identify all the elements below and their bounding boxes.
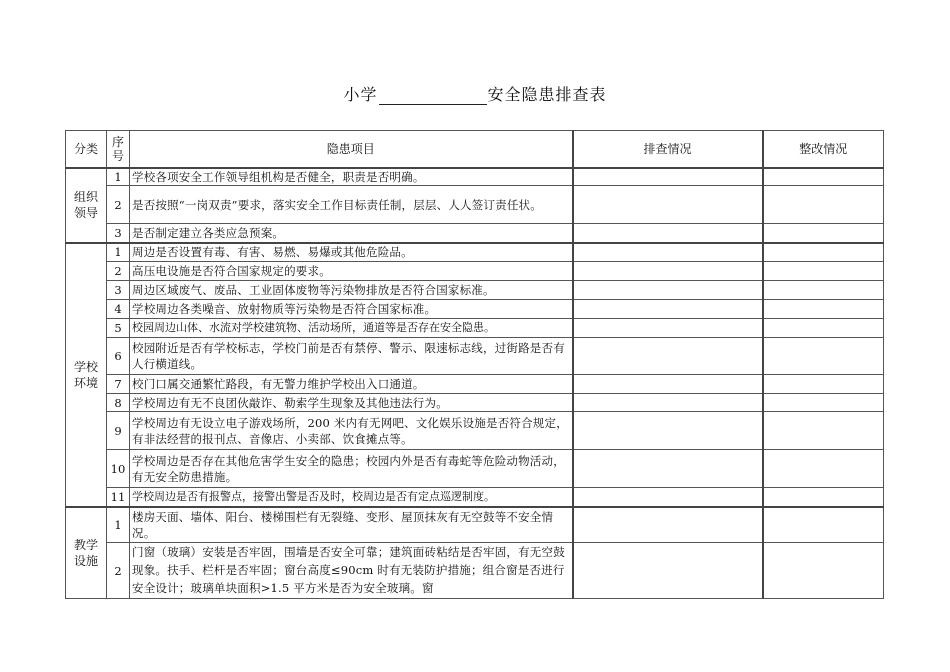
table-row: [66, 543, 884, 599]
fix-cell[interactable]: [763, 394, 884, 412]
table-row: [66, 224, 884, 243]
row-item: 周边是否设置有毒、有害、易燃、易爆或其他危险品。: [130, 243, 573, 262]
table-row: [66, 262, 884, 281]
check-cell[interactable]: [573, 338, 763, 375]
check-cell[interactable]: [573, 243, 763, 262]
table-row: [66, 243, 884, 262]
check-cell[interactable]: [573, 507, 763, 543]
fix-cell[interactable]: [763, 281, 884, 300]
check-cell[interactable]: [573, 412, 763, 450]
row-item: 门窗（玻璃）安装是否牢固，围墙是否安全可靠；建筑面砖粘结是否牢固，有无空鼓现象。扶手、栏杆是否牢固；窗台高度≤90cm 时有无装防护措施；组合窗是否进行安全设计；玻璃单块面积>1.5 平方米是否为安全玻璃。窗: [130, 543, 573, 599]
check-cell[interactable]: [573, 488, 763, 507]
table-row: [66, 412, 884, 450]
check-cell[interactable]: [573, 319, 763, 338]
title-suffix: 安全隐患排查表: [487, 85, 607, 104]
check-cell[interactable]: [573, 281, 763, 300]
check-cell[interactable]: [573, 262, 763, 281]
fix-cell[interactable]: [763, 507, 884, 543]
fix-cell[interactable]: [763, 319, 884, 338]
row-item: 是否按照“一岗双责”要求，落实安全工作目标责任制，层层、人人签订责任状。: [130, 186, 573, 224]
table-row: [66, 394, 884, 412]
row-item: 楼房天面、墙体、阳台、楼梯围栏有无裂缝、变形、屋顶抹灰有无空鼓等不安全情况。: [130, 507, 573, 543]
table-row: [66, 319, 884, 338]
inspection-table: [65, 130, 884, 599]
page-title: [0, 82, 950, 105]
fix-cell[interactable]: [763, 224, 884, 243]
check-cell[interactable]: [573, 224, 763, 243]
title-prefix: 小学: [343, 85, 378, 104]
table-row: [66, 300, 884, 319]
row-number: 4: [107, 300, 130, 319]
row-item: 校门口属交通繁忙路段，有无警力维护学校出入口通道。: [130, 375, 573, 394]
fix-cell[interactable]: [763, 543, 884, 599]
header-check: 排查情况: [573, 131, 763, 168]
category-label: 学校环境: [73, 359, 98, 390]
row-number: 2: [107, 262, 130, 281]
header-number-text: 序号: [112, 134, 125, 163]
row-item: 学校周边是否有报警点，接警出警是否及时，校周边是否有定点巡逻制度。: [130, 488, 573, 507]
table-row: [66, 338, 884, 375]
row-item: 周边区域废气、废品、工业固体废物等污染物排放是否符合国家标准。: [130, 281, 573, 300]
row-number: 2: [107, 543, 130, 599]
table-row: [66, 281, 884, 300]
check-cell[interactable]: [573, 300, 763, 319]
row-number: 6: [107, 338, 130, 375]
row-number: 1: [107, 168, 130, 186]
row-item: 校园附近是否有学校标志，学校门前是否有禁停、警示、限速标志线，过街路是否有人行横道线。: [130, 338, 573, 375]
fix-cell[interactable]: [763, 338, 884, 375]
row-item: 学校周边是否存在其他危害学生安全的隐患；校园内外是否有毒蛇等危险动物活动，有无安全防患措施。: [130, 450, 573, 488]
fix-cell[interactable]: [763, 262, 884, 281]
fix-cell[interactable]: [763, 243, 884, 262]
row-number: 2: [107, 186, 130, 224]
row-item: 学校各项安全工作领导组机构是否健全，职责是否明确。: [130, 168, 573, 186]
row-number: 1: [107, 243, 130, 262]
check-cell[interactable]: [573, 543, 763, 599]
header-number: [107, 131, 130, 168]
row-item: 是否制定建立各类应急预案。: [130, 224, 573, 243]
row-number: 3: [107, 224, 130, 243]
row-item: 学校周边各类噪音、放射物质等污染物是否符合国家标准。: [130, 300, 573, 319]
category-label: 教学设施: [73, 537, 98, 568]
row-number: 10: [107, 450, 130, 488]
fix-cell[interactable]: [763, 488, 884, 507]
check-cell[interactable]: [573, 168, 763, 186]
row-item: 校园周边山体、水流对学校建筑物、活动场所，通道等是否存在安全隐患。: [130, 319, 573, 338]
row-number: 7: [107, 375, 130, 394]
school-name-blank: [379, 86, 487, 105]
table-row: [66, 488, 884, 507]
fix-cell[interactable]: [763, 168, 884, 186]
header-category: 分类: [66, 131, 107, 168]
row-item: 高压电设施是否符合国家规定的要求。: [130, 262, 573, 281]
row-number: 9: [107, 412, 130, 450]
header-item: 隐患项目: [130, 131, 573, 168]
header-row: [66, 131, 884, 168]
category-cell: [66, 507, 107, 599]
row-number: 8: [107, 394, 130, 412]
category-cell: [66, 168, 107, 243]
table-row: [66, 186, 884, 224]
fix-cell[interactable]: [763, 186, 884, 224]
check-cell[interactable]: [573, 186, 763, 224]
check-cell[interactable]: [573, 450, 763, 488]
fix-cell[interactable]: [763, 450, 884, 488]
row-item: 学校周边有无设立电子游戏场所，200 米内有无网吧、文化娱乐设施是否符合规定，有非法经营的报刊点、音像店、小卖部、饮食摊点等。: [130, 412, 573, 450]
table-row: [66, 168, 884, 186]
row-number: 3: [107, 281, 130, 300]
header-fix: 整改情况: [763, 131, 884, 168]
row-number: 1: [107, 507, 130, 543]
table-row: [66, 507, 884, 543]
fix-cell[interactable]: [763, 375, 884, 394]
check-cell[interactable]: [573, 375, 763, 394]
fix-cell[interactable]: [763, 300, 884, 319]
category-cell: [66, 243, 107, 507]
table-row: [66, 375, 884, 394]
category-label: 组织领导: [73, 190, 98, 220]
fix-cell[interactable]: [763, 412, 884, 450]
row-number: 11: [107, 488, 130, 507]
table-row: [66, 450, 884, 488]
row-number: 5: [107, 319, 130, 338]
row-item: 学校周边有无不良团伙敲诈、勒索学生现象及其他违法行为。: [130, 394, 573, 412]
check-cell[interactable]: [573, 394, 763, 412]
